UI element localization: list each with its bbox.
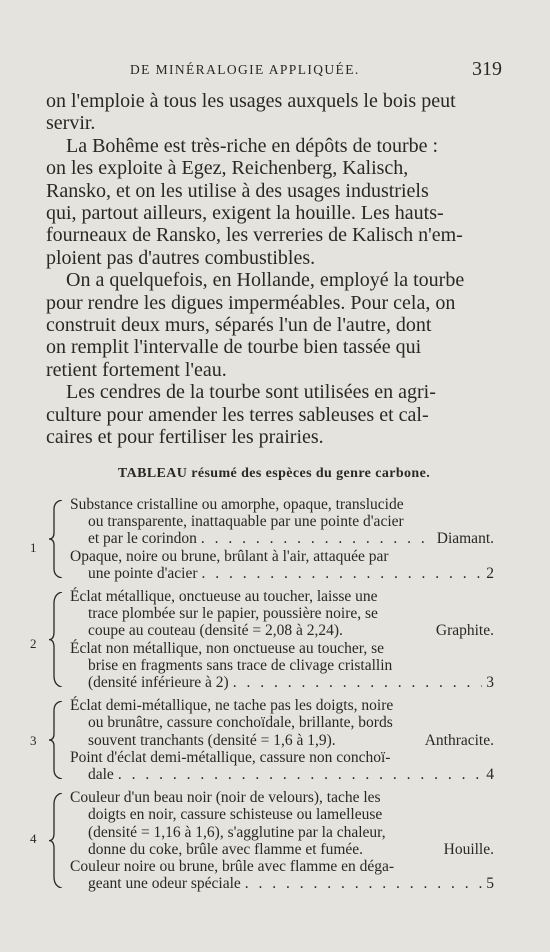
entry-line: coupe au couteau (densité = 2,08 à 2,24). bbox=[88, 622, 343, 640]
brace bbox=[48, 500, 64, 578]
running-head bbox=[46, 58, 502, 84]
page-number: 319 bbox=[472, 58, 502, 80]
entry-line: donne du coke, brûle avec flamme et fumée. bbox=[88, 840, 364, 858]
body-text bbox=[46, 90, 502, 449]
leader-dots bbox=[233, 674, 483, 691]
text-line: fourneaux de Ransko, les verreries de Kalisch n'em- bbox=[46, 224, 463, 247]
paragraph bbox=[46, 269, 502, 381]
entry-line: Couleur d'un beau noir (noir de velours), tache les bbox=[70, 789, 381, 807]
entry-result: Diamant. bbox=[436, 530, 494, 548]
group-entries bbox=[70, 697, 494, 783]
group-entries bbox=[70, 496, 494, 582]
text-line: on l'emploie à tous les usages auxquels le bois peut bbox=[46, 90, 456, 112]
entry-last-line bbox=[70, 875, 494, 892]
text-line: culture pour amender les terres sableuses et cal- bbox=[46, 403, 429, 426]
entry-line: Éclat demi-métallique, ne tache pas les doigts, noire bbox=[70, 697, 394, 715]
entry-result: Houille. bbox=[443, 840, 494, 858]
brace bbox=[48, 793, 64, 888]
key-group bbox=[24, 496, 494, 582]
table-title-rest: résumé des espèces du genre carbone. bbox=[187, 466, 431, 481]
text-line: Ransko, et on les utilise à des usages industriels bbox=[46, 179, 429, 202]
leader-dots bbox=[118, 766, 482, 783]
key-entry bbox=[70, 789, 494, 858]
dichotomous-key bbox=[24, 496, 494, 892]
leader-dots bbox=[245, 875, 482, 892]
text-line: retient fortement l'eau. bbox=[46, 358, 227, 381]
key-group bbox=[24, 588, 494, 691]
paragraph bbox=[46, 90, 502, 135]
entry-line: geant une odeur spéciale bbox=[88, 875, 241, 893]
table-title bbox=[46, 466, 502, 482]
group-number: 3 bbox=[30, 733, 37, 749]
text-line: qui, partout ailleurs, exigent la houille. Les hauts- bbox=[46, 202, 444, 225]
group-entries bbox=[70, 588, 494, 691]
entry-line: doigts en noir, cassure schisteuse ou lamelleuse bbox=[88, 806, 383, 824]
entry-result: 2 bbox=[486, 564, 494, 582]
running-title: DE MINÉRALOGIE APPLIQUÉE. bbox=[130, 62, 360, 77]
entry-result: Anthracite. bbox=[424, 731, 494, 749]
key-entry bbox=[70, 496, 494, 548]
key-entry bbox=[70, 548, 494, 582]
entry-line: Éclat métallique, onctueuse au toucher, laisse une bbox=[70, 588, 378, 606]
entry-last-line bbox=[70, 622, 494, 639]
group-number: 1 bbox=[30, 540, 37, 555]
text-line: on les exploite à Egez, Reichenberg, Kalisch, bbox=[46, 157, 409, 180]
entry-line: Couleur noire ou brune, brûle avec flamme en déga- bbox=[70, 858, 395, 876]
entry-line: (densité = 1,16 à 1,6), s'agglutine par la chaleur, bbox=[88, 823, 386, 841]
table-title-bold: TABLEAU bbox=[117, 466, 188, 481]
entry-line: Opaque, noire ou brune, brûlant à l'air, attaquée par bbox=[70, 547, 389, 565]
entry-line: souvent tranchants (densité = 1,6 à 1,9). bbox=[88, 731, 336, 749]
entry-result: 4 bbox=[486, 766, 494, 784]
group-entries bbox=[70, 789, 494, 892]
entry-line: et par le corindon bbox=[88, 530, 197, 548]
group-number: 2 bbox=[30, 636, 37, 652]
entry-result: 3 bbox=[486, 674, 494, 692]
entry-line: (densité inférieure à 2) bbox=[88, 674, 229, 692]
entry-line: une pointe d'acier bbox=[88, 564, 198, 582]
brace bbox=[48, 592, 64, 687]
entry-line: brise en fragments sans trace de clivage cristallin bbox=[88, 656, 393, 674]
key-entry bbox=[70, 640, 494, 692]
text-line: On a quelquefois, en Hollande, employé la tourbe bbox=[66, 269, 465, 292]
leader-dots bbox=[202, 565, 483, 582]
text-line: La Bohême est très-riche en dépôts de tourbe : bbox=[66, 134, 439, 157]
paragraph bbox=[46, 381, 502, 448]
entry-last-line bbox=[70, 841, 494, 858]
entry-line: ou brunâtre, cassure conchoïdale, brillante, bords bbox=[88, 714, 393, 732]
group-number: 4 bbox=[30, 831, 37, 847]
entry-line: Éclat non métallique, non onctueuse au toucher, se bbox=[70, 639, 385, 657]
text-line: pour rendre les digues imperméables. Pour cela, on bbox=[46, 291, 456, 314]
key-group bbox=[24, 697, 494, 783]
text-line: Les cendres de la tourbe sont utilisées en agri- bbox=[66, 381, 436, 404]
text-line: ploient pas d'autres combustibles. bbox=[46, 246, 316, 269]
entry-last-line bbox=[70, 565, 494, 582]
entry-result: 5 bbox=[486, 875, 494, 893]
brace bbox=[48, 701, 64, 779]
key-entry bbox=[70, 588, 494, 640]
text-line: construit deux murs, séparés l'un de l'autre, dont bbox=[46, 314, 432, 337]
entry-last-line bbox=[70, 674, 494, 691]
key-entry bbox=[70, 697, 494, 749]
text-line: servir. bbox=[46, 112, 96, 135]
entry-result: Graphite. bbox=[435, 622, 494, 640]
key-group bbox=[24, 789, 494, 892]
paragraph bbox=[46, 135, 502, 269]
entry-line: ou transparente, inattaquable par une pointe d'acier bbox=[88, 513, 404, 531]
key-entry bbox=[70, 749, 494, 783]
text-line: caires et pour fertiliser les prairies. bbox=[46, 426, 324, 449]
entry-line: trace plombée sur le papier, poussière noire, se bbox=[88, 605, 378, 623]
entry-last-line bbox=[70, 530, 494, 547]
entry-last-line bbox=[70, 766, 494, 783]
entry-line: Substance cristalline ou amorphe, opaque, translucide bbox=[70, 496, 404, 513]
entry-line: dale bbox=[88, 766, 114, 784]
text-line: on remplit l'intervalle de tourbe bien tassée qui bbox=[46, 336, 422, 359]
leader-dots bbox=[201, 530, 433, 547]
entry-line: Point d'éclat demi-métallique, cassure non conchoï- bbox=[70, 748, 391, 766]
key-entry bbox=[70, 858, 494, 892]
entry-last-line bbox=[70, 732, 494, 749]
